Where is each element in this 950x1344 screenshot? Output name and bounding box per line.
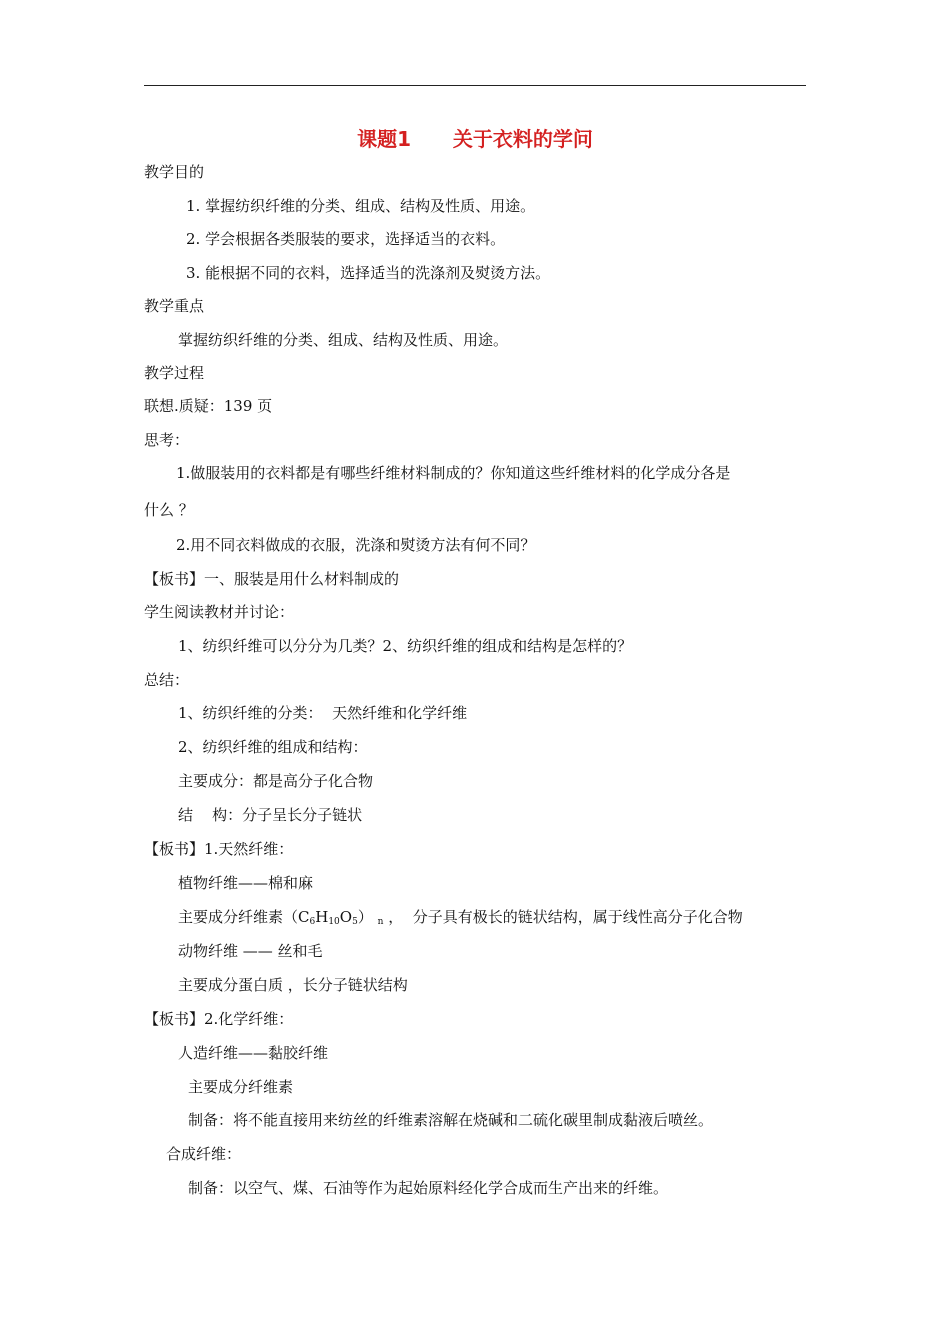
page-title: 课题1 关于衣料的学问 bbox=[357, 127, 593, 151]
synthetic-fiber: 合成纤维： bbox=[166, 1145, 242, 1163]
artificial-component: 主要成分纤维素 bbox=[188, 1078, 294, 1096]
board-note-1: 【板书】一、服装是用什么材料制成的 bbox=[144, 570, 400, 588]
think-heading: 思考： bbox=[144, 431, 190, 449]
artificial-fiber: 人造纤维——黏胶纤维 bbox=[178, 1044, 329, 1062]
plant-fiber: 植物纤维——棉和麻 bbox=[178, 874, 314, 892]
goal-2: 2. 学会根据各类服装的要求，选择适当的衣料。 bbox=[186, 230, 506, 248]
cellulose-line: 主要成分纤维素$(C_6H_{10}O_5)$ $_n$ ， 分子具有极长的链状结构，属于线性高分子化合物 bbox=[178, 908, 743, 927]
header-rule bbox=[144, 85, 806, 86]
synthetic-preparation: 制备：以空气、煤、石油等作为起始原料经化学合成而生产出来的纤维。 bbox=[188, 1179, 669, 1197]
summary-item-2: 2、纺织纤维的组成和结构： bbox=[178, 738, 368, 756]
focus-text: 掌握纺织纤维的分类、组成、结构及性质、用途。 bbox=[178, 331, 509, 349]
summary-item-1: 1、纺织纤维的分类： 天然纤维和化学纤维 bbox=[178, 704, 468, 722]
think-question-2: 2.用不同衣料做成的衣服，洗涤和熨烫方法有何不同？ bbox=[176, 536, 536, 554]
animal-fiber: 动物纤维 —— 丝和毛 bbox=[178, 942, 323, 960]
lianxiang-line: 联想.质疑：139 页 bbox=[144, 397, 273, 415]
board-chemical: 【板书】2.化学纤维： bbox=[144, 1010, 294, 1028]
artificial-preparation: 制备：将不能直接用来纺丝的纤维素溶解在烧碱和二硫化碳里制成黏液后喷丝。 bbox=[188, 1111, 714, 1129]
summary-heading: 总结： bbox=[144, 671, 190, 689]
read-discuss: 学生阅读教材并讨论： bbox=[144, 603, 295, 621]
goal-3: 3. 能根据不同的衣料，选择适当的洗涤剂及熨烫方法。 bbox=[186, 264, 551, 282]
goals-heading: 教学目的 bbox=[144, 163, 205, 181]
board-natural: 【板书】1.天然纤维： bbox=[144, 840, 294, 858]
process-heading: 教学过程 bbox=[144, 364, 205, 382]
protein-line: 主要成分蛋白质 ，长分子链状结构 bbox=[178, 976, 408, 994]
think-question-1: 1.做服装用的衣料都是有哪些纤维材料制成的？你知道这些纤维材料的化学成分各是 bbox=[176, 464, 731, 482]
focus-heading: 教学重点 bbox=[144, 297, 205, 315]
goal-1: 1. 掌握纺织纤维的分类、组成、结构及性质、用途。 bbox=[186, 197, 536, 215]
main-component: 主要成分：都是高分子化合物 bbox=[178, 772, 374, 790]
think-question-1-cont: 什么 ？ bbox=[144, 501, 194, 519]
structure: 结 构：分子呈长分子链状 bbox=[178, 806, 363, 824]
discuss-question: 1、纺织纤维可以分分为几类？2、纺织纤维的组成和结构是怎样的？ bbox=[178, 637, 633, 655]
